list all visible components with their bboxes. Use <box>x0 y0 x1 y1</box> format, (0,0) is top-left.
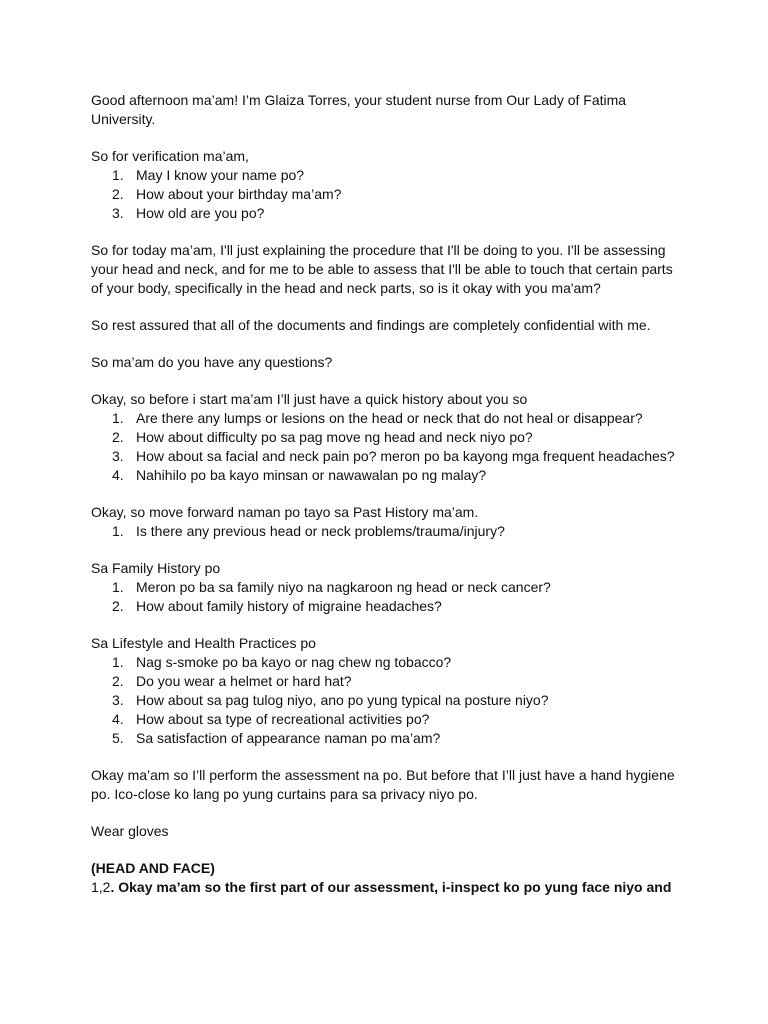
confidential-paragraph: So rest assured that all of the documents and findings are completely confidential with me. <box>91 317 651 333</box>
intro-paragraph: Good afternoon ma’am! I’m Glaiza Torres, your student nurse from Our Lady of Fatima University. <box>91 92 627 127</box>
assessment-intro-paragraph: Okay ma’am so I’ll perform the assessment na po. But before that I’ll just have a hand hygiene po. Ico-close ko lang po yung curtains para sa privacy niyo po. <box>91 767 675 802</box>
family-history-heading: Sa Family History po <box>91 560 221 576</box>
list-item: 3. How about sa facial and neck pain po? meron po ba kayong mga frequent headaches? <box>112 448 675 464</box>
list-item: 2. How about difficulty po sa pag move ng head and neck niyo po? <box>112 429 533 445</box>
lifestyle-section <box>91 634 681 748</box>
lifestyle-heading: Sa Lifestyle and Health Practices po <box>91 635 316 651</box>
section-heading-head-face: (HEAD AND FACE) <box>91 860 215 876</box>
list-item: 2. How about family history of migraine headaches? <box>112 598 442 614</box>
questions-paragraph: So ma’am do you have any questions? <box>91 354 333 370</box>
step-text: . Okay ma’am so the first part of our assessment, i-inspect ko po yung face niyo and <box>110 879 672 895</box>
list-item: 1. Nag s-smoke po ba kayo or nag chew ng tobacco? <box>112 654 452 670</box>
gloves-paragraph: Wear gloves <box>91 823 169 839</box>
step-prefix: 1,2 <box>91 879 111 895</box>
list-item: 1. Are there any lumps or lesions on the head or neck that do not heal or disappear? <box>112 410 643 426</box>
verification-heading: So for verification ma’am, <box>91 148 249 164</box>
document-page <box>91 91 681 897</box>
verification-section <box>91 147 681 223</box>
family-history-list <box>91 578 681 616</box>
history-section <box>91 390 681 485</box>
list-item: 4. Nahihilo po ba kayo minsan or nawawalan po ng malay? <box>112 467 487 483</box>
past-history-section <box>91 503 681 541</box>
list-item: 4. How about sa type of recreational activities po? <box>112 711 430 727</box>
list-item: 1. May I know your name po? <box>112 167 305 183</box>
verification-list <box>91 166 681 223</box>
family-history-section <box>91 559 681 616</box>
list-item: 3. How about sa pag tulog niyo, ano po yung typical na posture niyo? <box>112 692 549 708</box>
list-item: 1. Meron po ba sa family niyo na nagkaroon ng head or neck cancer? <box>112 579 551 595</box>
history-list <box>91 409 681 485</box>
history-heading: Okay, so before i start ma’am I’ll just have a quick history about you so <box>91 391 528 407</box>
step-paragraph <box>91 878 681 897</box>
list-item: 1. Is there any previous head or neck problems/trauma/injury? <box>112 523 505 539</box>
list-item: 2. Do you wear a helmet or hard hat? <box>112 673 352 689</box>
procedure-paragraph: So for today ma’am, I'll just explaining the procedure that I'll be doing to you. I'll be assessing your head and neck, and for me to be able to assess that I'll be able to touch that certain parts of your body, specifically in the head and neck parts, so is it okay with you ma'am? <box>91 242 673 296</box>
lifestyle-list <box>91 653 681 748</box>
list-item: 5. Sa satisfaction of appearance naman po ma’am? <box>112 730 441 746</box>
list-item: 3. How old are you po? <box>112 205 265 221</box>
list-item: 2. How about your birthday ma’am? <box>112 186 342 202</box>
past-history-heading: Okay, so move forward naman po tayo sa Past History ma’am. <box>91 504 479 520</box>
past-history-list <box>91 522 681 541</box>
